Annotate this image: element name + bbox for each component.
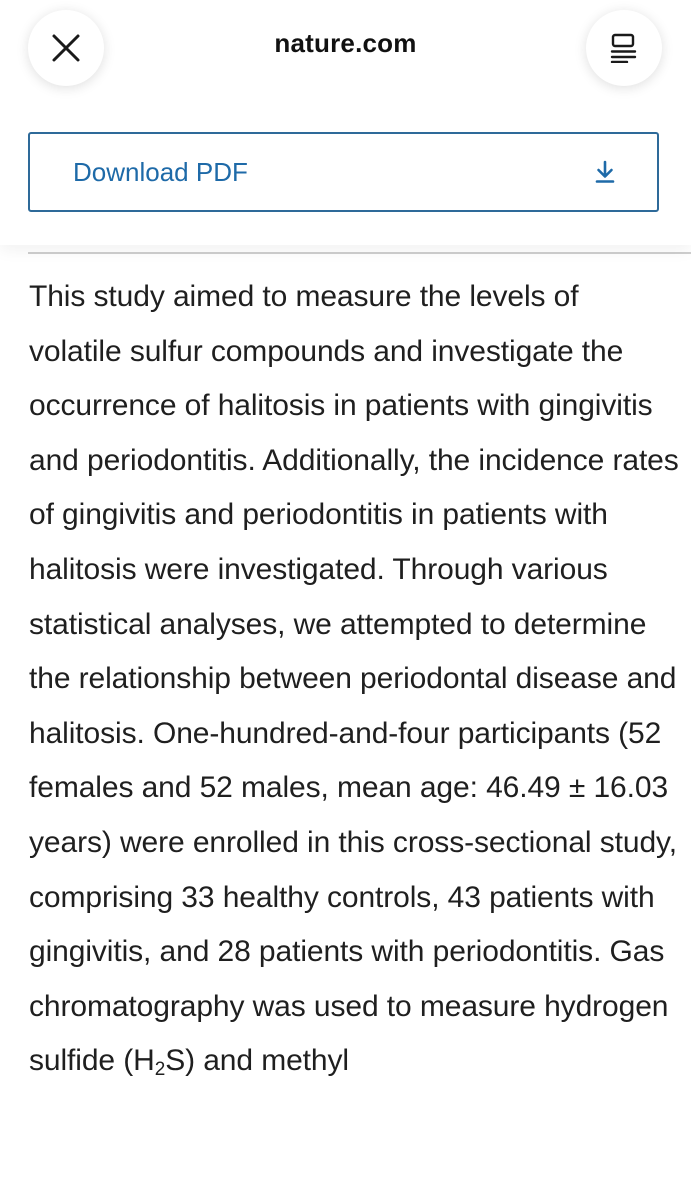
reader-menu-icon	[610, 33, 638, 63]
article-abstract	[29, 270, 679, 1089]
site-title: nature.com	[274, 28, 417, 58]
download-pdf-button[interactable]	[28, 132, 659, 212]
download-pdf-label: Download PDF	[73, 156, 248, 187]
reader-menu-button[interactable]	[586, 10, 662, 86]
subscript: 2	[154, 1059, 166, 1081]
download-arrow-icon	[595, 160, 615, 184]
top-bar	[0, 0, 691, 245]
abstract-text: This study aimed to measure the levels of volatile sulfur compounds and investigate the occurrence of halitosis in patients with gingivitis and periodontitis. Additionally, the incidence rates of gingivitis and periodontitis in patients with halitosis were investigated. Through various statistical analyses, we attempted to determine the relationship between periodontal disease and halitosis. One-hundred-and-four participants (52 females and 52 males, mean age: 46.49 ± 16.03 years) were enrolled in this cross-sectional study, comprising 33 healthy controls, 43 patients with gingivitis, and 28 patients with periodontitis. Gas chromatography was used to measure hydrogen sulfide (H	[29, 280, 679, 1078]
abstract-text-continued: S) and methyl	[165, 1044, 349, 1078]
section-divider	[28, 252, 691, 254]
